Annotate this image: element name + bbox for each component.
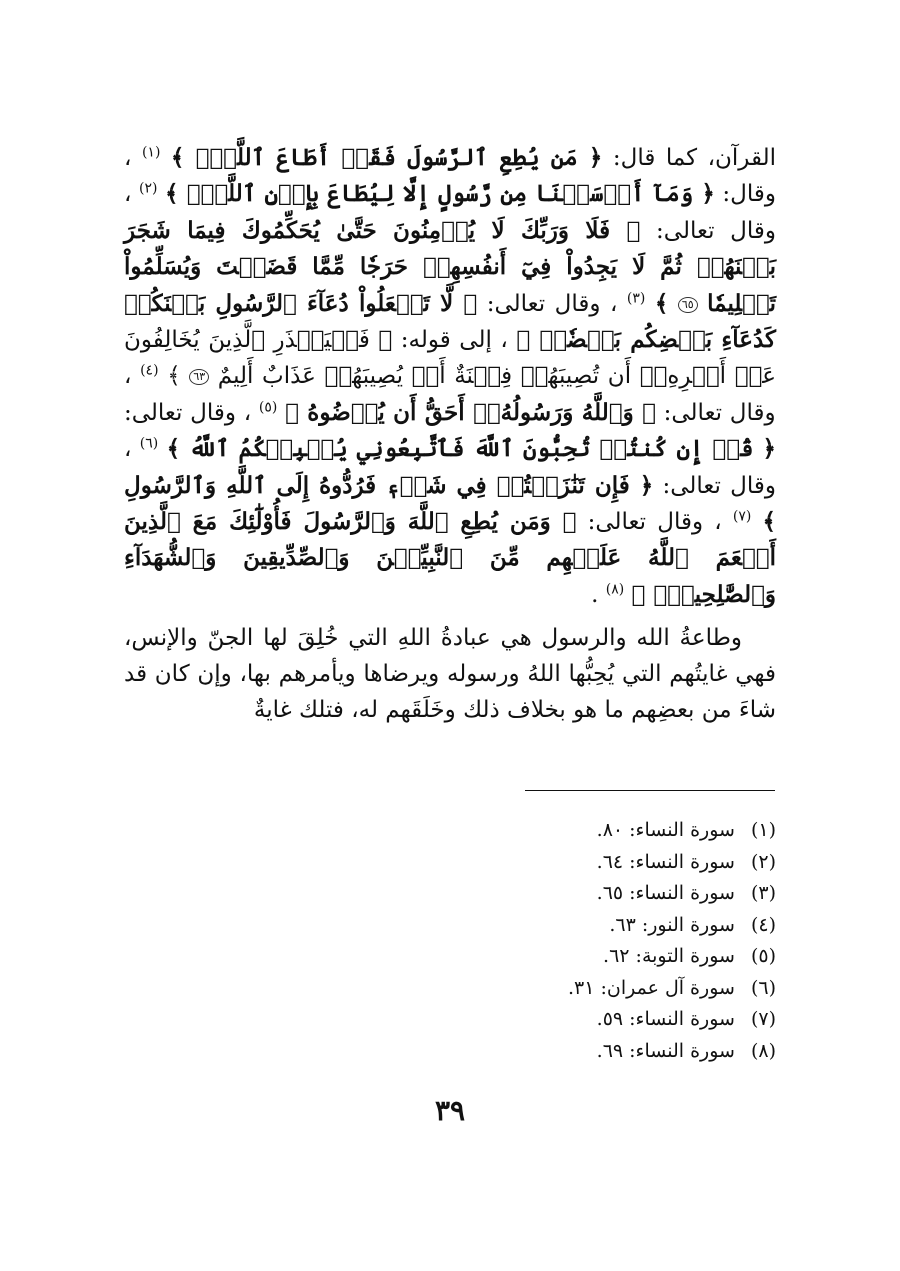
quran-verse-close: ﴾ — [167, 363, 181, 390]
quran-verse: ﴿ وَٱللَّهُ وَرَسُولُهُۥٓ أَحَقُّ أَن يُرۡضُوهُ ﴾ — [285, 398, 656, 426]
footnote-text: سورة النساء: ٨٠. — [596, 819, 735, 841]
footnote-text: سورة النساء: ٦٩. — [596, 1039, 735, 1062]
footnote-ref: (٣) — [626, 289, 646, 306]
quran-verse-close: ﴾ — [654, 289, 669, 317]
footnote-ref: (٨) — [605, 581, 625, 598]
page-number: ٣٩ — [434, 1094, 466, 1127]
footnote-item — [446, 941, 776, 973]
footnote-text: سورة النور: ٦٣. — [609, 913, 735, 936]
footnote-text: سورة التوبة: ٦٢. — [603, 945, 735, 967]
footnote-text: سورة النساء: ٥٩. — [596, 1008, 735, 1030]
footnote-ref: (٢) — [138, 180, 158, 197]
quran-verse: ﴿ فَلَا وَرَبِّكَ لَا يُؤۡمِنُونَ حَتَّىٰ يُحَكِّمُوكَ فِيمَا شَجَرَ بَيۡنَهُمۡ ثُمَّ لَا يَجِدُواْ فِيٓ أَنفُسِهِمۡ حَرَجٗا مِّمَّا قَضَيۡتَ وَيُسَلِّمُواْ تَسۡلِيمٗا — [124, 216, 777, 317]
footnote-divider — [525, 790, 775, 791]
footnote-item — [446, 1036, 776, 1068]
quran-verse: ﴿ قُلۡ إِن كُنتُمۡ تُحِبُّونَ ٱللَّهَ فَٱتَّبِعُونِي يُحۡبِبۡكُمُ ٱللَّهُ ﴾ — [166, 435, 777, 463]
body-paragraph-quotes — [124, 140, 776, 613]
footnote-number: (٨) — [750, 1039, 776, 1062]
footnote-item — [446, 910, 776, 942]
footnote-item — [446, 878, 776, 910]
footnote-item — [446, 847, 776, 879]
footnote-number: (٣) — [750, 882, 776, 904]
body-paragraph-obedience: وطاعةُ الله والرسول هي عبادةُ اللهِ التي خُلِقَ لها الجنّ والإنس، فهي غايتُهم التي يُحِبُّها اللهُ ورسوله ويرضاها ويأمرهم بها، وإن كان قد شاءَ من بعضِهم ما هو بخلاف ذلك وخَلَقَهم له، فتلك غايةٌ — [124, 625, 776, 723]
quran-verse: ﴿ فَإِن تَنَٰزَعۡتُمۡ فِي شَيۡءٖ فَرُدُّوهُ إِلَى ٱللَّهِ وَٱلرَّسُولِ ﴾ — [124, 471, 776, 536]
body-text: ، إلى قوله: — [392, 327, 508, 354]
footnote-number: (٥) — [750, 945, 776, 967]
footnote-ref: (١) — [141, 144, 161, 161]
body-text: ، وقال تعالى: — [124, 399, 252, 426]
quran-verse: ﴿ لَّا تَجۡعَلُواْ دُعَآءَ ٱلرَّسُولِ بَيۡنَكُمۡ كَدُعَآءِ بَعۡضِكُم بَعۡضٗاۚ ﴾ — [124, 289, 776, 354]
ayah-number-badge: ٦٥ — [678, 297, 698, 313]
body-text: القرآن، كما قال: — [602, 145, 777, 171]
footnote-text: سورة النساء: ٦٥. — [596, 882, 735, 904]
footnote-text: سورة آل عمران: ٣١. — [567, 976, 735, 999]
body-text: ، وقال تعالى: — [576, 509, 722, 536]
body-text: ، وقال تعالى: — [477, 290, 618, 317]
footnote-number: (٧) — [750, 1008, 776, 1030]
footnote-number: (٤) — [750, 913, 776, 936]
footnote-ref: (٥) — [258, 399, 278, 416]
footnote-item — [446, 815, 776, 847]
quran-verse: ﴿ مَن يُطِعِ ٱلرَّسُولَ فَقَدۡ أَطَاعَ ٱللَّهَۖ ﴾ — [170, 144, 603, 171]
body-text: ، وقال: — [124, 145, 777, 208]
footnote-number: (٢) — [750, 850, 776, 873]
footnote-text: سورة النساء: ٦٤. — [596, 850, 735, 873]
footnote-ref: (٤) — [140, 362, 159, 379]
body-text: ، وقال تعالى: — [124, 181, 777, 244]
footnote-item — [446, 1004, 776, 1036]
quran-verse: ﴿ وَمَآ أَرۡسَلۡنَا مِن رَّسُولٍ إِلَّا لِيُطَاعَ بِإِذۡنِ ٱللَّهِۚ ﴾ — [165, 180, 715, 208]
body-text: . — [591, 581, 599, 608]
footnote-item — [446, 973, 776, 1005]
quran-verse: ﴿ فَلۡيَحۡذَرِ ٱلَّذِينَ يُخَالِفُونَ عَنۡ أَمۡرِهِۦٓ أَن تُصِيبَهُمۡ فِتۡنَةٌ أَوۡ يُصِيبَهُمۡ عَذَابٌ أَلِيمٌ — [124, 327, 777, 390]
footnote-number: (١) — [750, 819, 776, 841]
body-text: ، وقال تعالى: — [124, 363, 776, 426]
footnote-ref: (٦) — [139, 435, 159, 452]
footnotes-list — [446, 815, 776, 1067]
ayah-number-badge: ٦٣ — [189, 369, 209, 385]
footnote-ref: (٧) — [732, 508, 752, 525]
quran-verse: ﴿ وَمَن يُطِعِ ٱللَّهَ وَٱلرَّسُولَ فَأُوْلَٰٓئِكَ مَعَ ٱلَّذِينَ أَنۡعَمَ ٱللَّهُ عَلَيۡهِم مِّنَ ٱلنَّبِيِّـۧنَ وَٱلصِّدِّيقِينَ وَٱلشُّهَدَآءِ وَٱلصَّٰلِحِينَۚ ﴾ — [124, 508, 776, 608]
footnote-number: (٦) — [750, 976, 776, 999]
body-text: ، وقال تعالى: — [124, 436, 776, 499]
